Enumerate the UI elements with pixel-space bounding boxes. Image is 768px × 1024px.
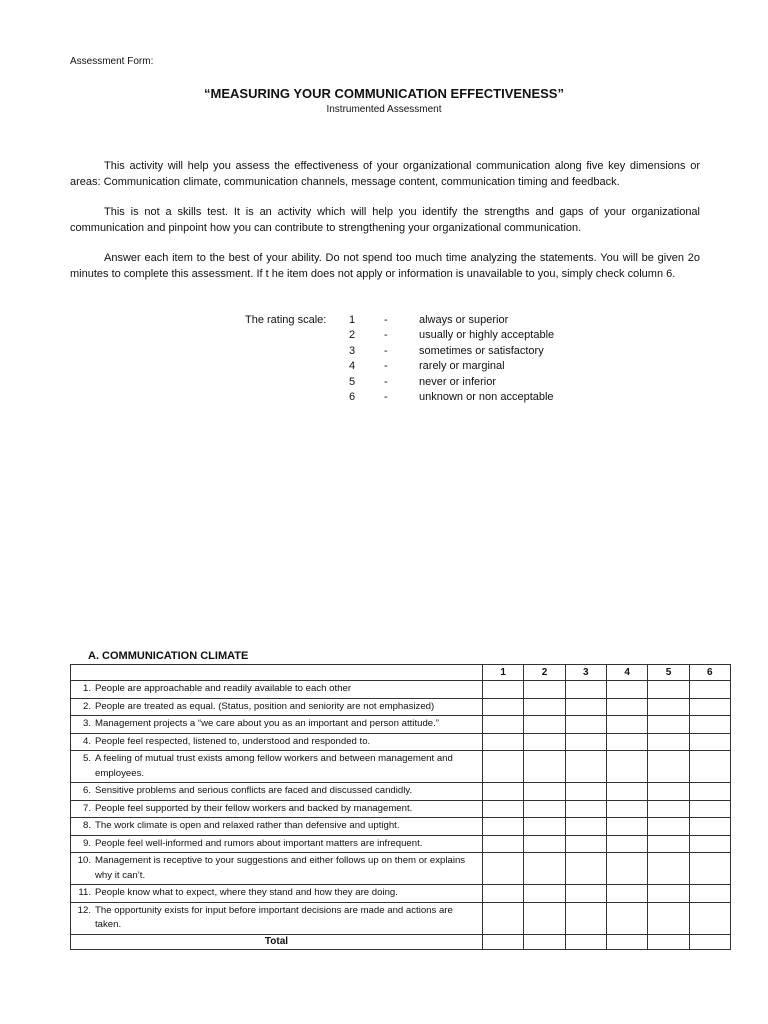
statement-number: 5. (82, 753, 91, 764)
statement-text: People feel well-informed and rumors about important matters are infrequent. (95, 837, 423, 849)
rating-checkbox-cell[interactable] (689, 800, 730, 818)
statement-cell (71, 800, 483, 818)
rating-checkbox-cell[interactable] (648, 885, 689, 903)
rating-checkbox-cell[interactable] (565, 783, 606, 801)
rating-checkbox-cell[interactable] (524, 800, 565, 818)
statement-cell (71, 783, 483, 801)
rating-scale-row (0, 314, 768, 329)
rating-checkbox-cell[interactable] (606, 716, 647, 734)
statement-text: Management is receptive to your suggestions and either follows up on them or explains why it can’t. (95, 855, 466, 881)
rating-scale-dash: - (384, 344, 388, 357)
rating-checkbox-cell[interactable] (689, 751, 730, 783)
rating-checkbox-cell[interactable] (689, 698, 730, 716)
instructions-paragraph-text: Answer each item to the best of your ability. Do not spend too much time analyzing the statements. You will be given 2o minutes to complete this assessment. If t he item does not apply or information is unavailable to you, simply check column 6. (70, 252, 700, 280)
rating-scale-number: 1 (349, 314, 356, 326)
rating-checkbox-cell[interactable] (524, 716, 565, 734)
purpose-paragraph (70, 205, 700, 236)
statement-number: 1. (82, 683, 91, 694)
rating-checkbox-cell[interactable] (689, 681, 730, 699)
statement-cell (71, 885, 483, 903)
rating-checkbox-cell[interactable] (565, 800, 606, 818)
rating-checkbox-cell[interactable] (648, 853, 689, 885)
rating-checkbox-cell[interactable] (565, 853, 606, 885)
document-subtitle: Instrumented Assessment (326, 104, 442, 115)
table-row (71, 698, 731, 716)
rating-checkbox-cell[interactable] (483, 681, 524, 699)
purpose-paragraph-text: This is not a skills test. It is an activity which will help you identify the strengths and gaps of your organizational communication and pinpoint how you can contribute to strengthening your organizational communication. (70, 206, 700, 234)
rating-checkbox-cell[interactable] (606, 698, 647, 716)
rating-scale-description: unknown or non acceptable (419, 391, 554, 403)
rating-checkbox-cell[interactable] (606, 835, 647, 853)
rating-column-header: 6 (689, 665, 730, 681)
rating-scale-dash: - (384, 391, 388, 403)
rating-scale-description: sometimes or satisfactory (419, 344, 544, 357)
statement-cell (71, 698, 483, 716)
statement-number: 10. (77, 855, 91, 866)
rating-scale-row (0, 391, 768, 406)
rating-checkbox-cell[interactable] (524, 751, 565, 783)
total-cell[interactable] (648, 934, 689, 949)
intro-paragraph (70, 159, 700, 190)
statement-cell (71, 751, 483, 783)
communication-climate-table (70, 664, 731, 950)
rating-checkbox-cell[interactable] (483, 835, 524, 853)
total-cell[interactable] (483, 934, 524, 949)
rating-scale-row (0, 345, 768, 360)
rating-checkbox-cell[interactable] (524, 698, 565, 716)
rating-checkbox-cell[interactable] (483, 716, 524, 734)
rating-scale-number: 3 (349, 344, 356, 357)
table-row (71, 818, 731, 836)
rating-checkbox-cell[interactable] (524, 818, 565, 836)
rating-checkbox-cell[interactable] (524, 733, 565, 751)
rating-scale-dash: - (384, 329, 388, 342)
rating-scale-number: 4 (349, 360, 356, 373)
rating-checkbox-cell[interactable] (524, 681, 565, 699)
rating-checkbox-cell[interactable] (606, 853, 647, 885)
rating-checkbox-cell[interactable] (565, 751, 606, 783)
rating-checkbox-cell[interactable] (689, 818, 730, 836)
rating-checkbox-cell[interactable] (483, 698, 524, 716)
rating-checkbox-cell[interactable] (648, 835, 689, 853)
statement-number: 9. (82, 837, 91, 849)
rating-scale-dash: - (384, 375, 388, 388)
rating-scale-number: 2 (349, 329, 356, 342)
statement-cell (71, 818, 483, 836)
rating-checkbox-cell[interactable] (648, 681, 689, 699)
statement-cell (71, 853, 483, 885)
rating-checkbox-cell[interactable] (524, 783, 565, 801)
rating-checkbox-cell[interactable] (689, 885, 730, 903)
total-cell[interactable] (565, 934, 606, 949)
rating-checkbox-cell[interactable] (565, 885, 606, 903)
statement-cell (71, 733, 483, 751)
rating-checkbox-cell[interactable] (483, 853, 524, 885)
statement-text: People are treated as equal. (Status, position and seniority are not emphasized) (95, 700, 435, 712)
rating-checkbox-cell[interactable] (483, 751, 524, 783)
statement-text: The opportunity exists for input before important decisions are made and actions are taken. (95, 904, 453, 930)
statement-number: 8. (82, 820, 91, 831)
total-row (71, 934, 731, 949)
rating-scale-dash: - (384, 314, 388, 326)
rating-column-header: 1 (483, 665, 524, 681)
rating-checkbox-cell[interactable] (483, 885, 524, 903)
rating-checkbox-cell[interactable] (483, 783, 524, 801)
rating-checkbox-cell[interactable] (606, 751, 647, 783)
rating-checkbox-cell[interactable] (565, 716, 606, 734)
rating-checkbox-cell[interactable] (606, 885, 647, 903)
statement-text: People feel respected, listened to, understood and responded to. (95, 735, 371, 747)
intro-paragraph-text: This activity will help you assess the effectiveness of your organizational communication along five key dimensions or areas: Communication climate, communication channels, message content, communication timing and feedback. (70, 160, 700, 188)
total-cell[interactable] (606, 934, 647, 949)
statement-number: 4. (82, 735, 91, 747)
statement-text: A feeling of mutual trust exists among fellow workers and between management and employees. (95, 753, 453, 779)
rating-checkbox-cell[interactable] (606, 902, 647, 934)
rating-checkbox-cell[interactable] (648, 902, 689, 934)
table-row (71, 681, 731, 699)
rating-column-header: 2 (524, 665, 565, 681)
rating-scale-number: 6 (349, 391, 356, 403)
rating-checkbox-cell[interactable] (524, 835, 565, 853)
rating-checkbox-cell[interactable] (606, 783, 647, 801)
rating-scale-row (0, 329, 768, 344)
rating-scale-dash: - (384, 360, 388, 373)
rating-column-header: 5 (648, 665, 689, 681)
rating-scale-row (0, 376, 768, 391)
statement-text: People are approachable and readily available to each other (95, 683, 352, 694)
rating-checkbox-cell[interactable] (565, 902, 606, 934)
document-title: “MEASURING YOUR COMMUNICATION EFFECTIVENESS” (204, 86, 564, 101)
statement-cell (71, 835, 483, 853)
statement-number: 11. (78, 887, 91, 898)
rating-checkbox-cell[interactable] (565, 698, 606, 716)
rating-scale-row (0, 360, 768, 375)
rating-column-header: 3 (565, 665, 606, 681)
total-label: Total (71, 934, 483, 949)
rating-scale-description: rarely or marginal (419, 360, 505, 373)
rating-checkbox-cell[interactable] (689, 902, 730, 934)
statement-text: People feel supported by their fellow workers and backed by management. (95, 802, 413, 814)
rating-checkbox-cell[interactable] (483, 800, 524, 818)
statement-cell (71, 902, 483, 934)
rating-scale-description: always or superior (419, 314, 509, 326)
statement-number: 6. (82, 785, 91, 796)
rating-checkbox-cell[interactable] (565, 733, 606, 751)
statement-text: The work climate is open and relaxed rather than defensive and uptight. (95, 820, 400, 831)
rating-checkbox-cell[interactable] (648, 783, 689, 801)
rating-checkbox-cell[interactable] (689, 783, 730, 801)
table-header-blank (71, 665, 483, 681)
statement-cell (71, 716, 483, 734)
form-label: Assessment Form: (70, 56, 154, 67)
table-row (71, 800, 731, 818)
statement-number: 2. (82, 700, 91, 712)
table-row (71, 733, 731, 751)
rating-checkbox-cell[interactable] (606, 818, 647, 836)
rating-checkbox-cell[interactable] (483, 733, 524, 751)
statement-number: 12. (77, 904, 91, 916)
table-header-row (71, 665, 731, 681)
rating-checkbox-cell[interactable] (648, 800, 689, 818)
rating-checkbox-cell[interactable] (565, 818, 606, 836)
rating-checkbox-cell[interactable] (648, 733, 689, 751)
rating-checkbox-cell[interactable] (648, 751, 689, 783)
rating-checkbox-cell[interactable] (524, 885, 565, 903)
total-cell[interactable] (524, 934, 565, 949)
rating-checkbox-cell[interactable] (606, 800, 647, 818)
rating-scale-number: 5 (349, 375, 356, 388)
table-row (71, 853, 731, 885)
rating-checkbox-cell[interactable] (606, 733, 647, 751)
statement-cell (71, 681, 483, 699)
section-heading: A. COMMUNICATION CLIMATE (88, 650, 249, 662)
rating-checkbox-cell[interactable] (565, 835, 606, 853)
rating-checkbox-cell[interactable] (689, 733, 730, 751)
statement-text: Sensitive problems and serious conflicts are faced and discussed candidly. (95, 785, 413, 796)
table-row (71, 716, 731, 734)
rating-checkbox-cell[interactable] (483, 818, 524, 836)
rating-checkbox-cell[interactable] (524, 853, 565, 885)
rating-checkbox-cell[interactable] (689, 716, 730, 734)
rating-checkbox-cell[interactable] (648, 818, 689, 836)
rating-checkbox-cell[interactable] (524, 902, 565, 934)
rating-checkbox-cell[interactable] (648, 716, 689, 734)
statement-text: People know what to expect, where they stand and how they are doing. (95, 887, 398, 898)
rating-scale-description: usually or highly acceptable (419, 329, 555, 342)
table-row (71, 902, 731, 934)
table-row (71, 751, 731, 783)
rating-checkbox-cell[interactable] (689, 853, 730, 885)
statement-text: Management projects a “we care about you as an important and person attitude.” (95, 718, 439, 729)
rating-scale-label: The rating scale: (245, 314, 327, 326)
table-row (71, 835, 731, 853)
table-row (71, 783, 731, 801)
table-row (71, 885, 731, 903)
rating-scale-description: never or inferior (419, 375, 497, 388)
instructions-paragraph (70, 251, 700, 282)
rating-checkbox-cell[interactable] (483, 902, 524, 934)
rating-checkbox-cell[interactable] (689, 835, 730, 853)
statement-number: 7. (82, 802, 91, 814)
statement-number: 3. (82, 718, 91, 729)
rating-checkbox-cell[interactable] (565, 681, 606, 699)
rating-column-header: 4 (606, 665, 647, 681)
rating-checkbox-cell[interactable] (606, 681, 647, 699)
rating-checkbox-cell[interactable] (648, 698, 689, 716)
total-cell[interactable] (689, 934, 730, 949)
